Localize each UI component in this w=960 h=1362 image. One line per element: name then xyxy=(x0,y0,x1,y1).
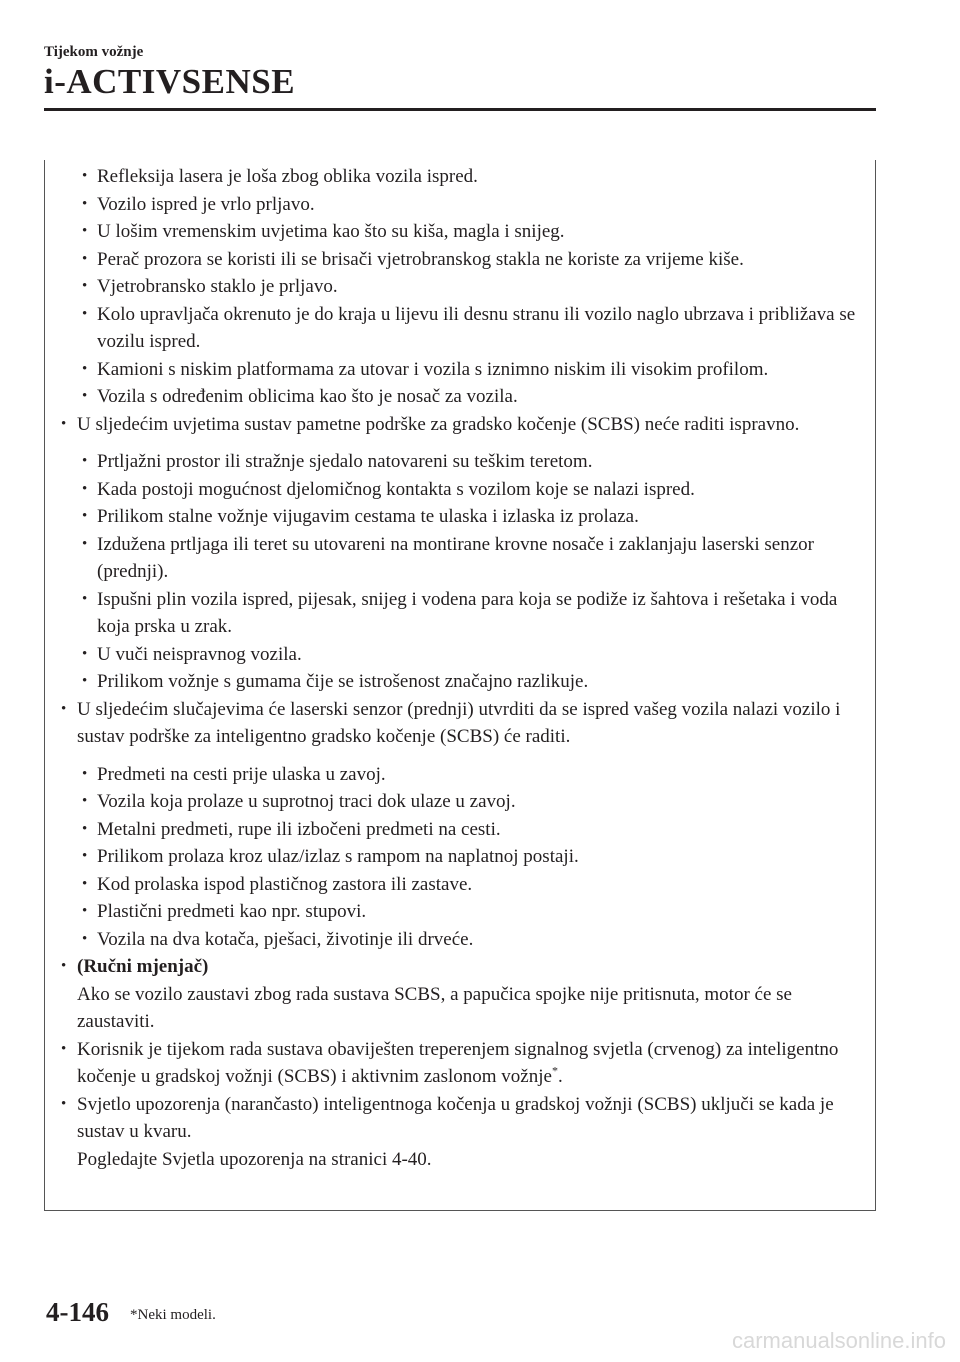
sub-bullet-item xyxy=(60,163,868,191)
content-body xyxy=(60,163,868,1173)
bullet-text: Izdužena prtljaga ili teret su utovareni na montirane krovne nosače i zaklanjaju laserski senzor (prednji). xyxy=(97,533,814,582)
bullet-text: Vozila koja prolaze u suprotnoj traci dok ulaze u zavoj. xyxy=(97,791,516,812)
bullet-text: U lošim vremenskim uvjetima kao što su kiša, magla i snijeg. xyxy=(97,221,565,242)
bullet-icon: • xyxy=(82,535,88,552)
bullet-icon: • xyxy=(82,305,88,322)
bullet-item xyxy=(60,411,868,439)
sub-bullet-item xyxy=(60,218,868,246)
list-group-1 xyxy=(60,163,868,411)
bullet-icon: • xyxy=(82,903,88,919)
sub-bullet-item xyxy=(60,871,868,899)
page-number: 4-146 xyxy=(46,1297,109,1327)
bullet-icon: • xyxy=(82,195,88,212)
bullet-item xyxy=(60,1091,868,1174)
bullet-icon: • xyxy=(82,508,88,524)
bullet-text: Kada postoji mogućnost djelomičnog kontakta s vozilom koje se nalazi ispred. xyxy=(97,478,695,500)
sub-bullet-item xyxy=(60,356,868,384)
bullet-text: Vozila s određenim oblicima kao što je nosač za vozila. xyxy=(97,386,518,407)
manual-text: Ako se vozilo zaustavi zbog rada sustava SCBS, a papučica spojke nije pritisnuta, motor će se zaustaviti. xyxy=(77,983,792,1032)
bullet-text: U sljedećim slučajevima će laserski senzor (prednji) utvrditi da se ispred vašeg vozila nalazi vozilo i sustav podrške za inteligentno gradsko kočenje (SCBS) će raditi. xyxy=(77,698,841,747)
bullet-text: Perač prozora se koristi ili se brisači vjetrobranskog stakla ne koriste za vrijeme kiše. xyxy=(97,248,744,270)
sub-bullet-item xyxy=(60,476,868,504)
notify-end: . xyxy=(557,1066,563,1087)
sub-bullet-item xyxy=(60,843,868,871)
bullet-text: Prtljažni prostor ili stražnje sjedalo natovareni su teškim teretom. xyxy=(97,451,593,472)
list-group-2 xyxy=(60,448,868,696)
sub-bullet-item xyxy=(60,668,868,696)
bullet-icon: • xyxy=(61,415,67,432)
sub-bullet-item xyxy=(60,246,868,274)
notify-text: Korisnik je tijekom rada sustava obaviješten treperenjem signalnog svjetla (crvenog) za inteligentno kočenje u gradskoj vožnji (SCBS) i aktivnim zaslonom vožnje xyxy=(77,1038,839,1087)
bullet-icon: • xyxy=(82,480,88,497)
bullet-text: Kamioni s niskim platformama za utovar i vozila s iznimno niskim ili visokim profilom. xyxy=(97,358,769,380)
bullet-icon: • xyxy=(82,793,88,809)
sub-bullet-item xyxy=(60,301,868,356)
bullet-text: Vozila na dva kotača, pješaci, životinje ili drveće. xyxy=(97,928,474,950)
bullet-text: Metalni predmeti, rupe ili izbočeni predmeti na cesti. xyxy=(97,818,501,840)
title-rule xyxy=(44,108,876,111)
sub-bullet-item xyxy=(60,761,868,789)
sub-bullet-item xyxy=(60,448,868,476)
bullet-text: Kolo upravljača okrenuto je do kraja u lijevu ili desnu stranu ili vozilo naglo ubrzava i približava se vozilu ispred. xyxy=(97,303,856,352)
bullet-icon: • xyxy=(82,673,88,689)
page-title: i-ACTIVSENSE xyxy=(44,62,296,101)
manual-heading: (Ručni mjenjač) xyxy=(77,956,209,977)
sub-bullet-item xyxy=(60,926,868,954)
bullet-item xyxy=(60,953,868,1036)
bullet-text: Prilikom prolaza kroz ulaz/izlaz s rampom na naplatnoj postaji. xyxy=(97,846,579,867)
bullet-icon: • xyxy=(82,168,88,184)
bullet-text: Prilikom vožnje s gumama čije se istrošenost značajno razlikuje. xyxy=(97,671,589,692)
bullet-icon: • xyxy=(82,590,88,607)
section-label: Tijekom vožnje xyxy=(44,44,144,60)
bullet-icon: • xyxy=(82,453,88,469)
bullet-text: Kod prolaska ispod plastičnog zastora ili zastave. xyxy=(97,873,473,895)
bullet-icon: • xyxy=(61,958,67,974)
footnote-mark: * xyxy=(551,1063,558,1078)
sub-bullet-item xyxy=(60,531,868,586)
warning-text: Svjetlo upozorenja (narančasto) inteligentnoga kočenja u gradskoj vožnji (SCBS) uključi se kada je sustav u kvaru. xyxy=(77,1093,834,1142)
bullet-text: Ispušni plin vozila ispred, pijesak, snijeg i vodena para koja se podiže iz šahtova i rešetaka i voda koja prska u zrak. xyxy=(97,588,838,637)
sub-bullet-item xyxy=(60,383,868,411)
bullet-icon: • xyxy=(82,388,88,404)
bullet-text: Refleksija lasera je loša zbog oblika vozila ispred. xyxy=(97,166,478,187)
bullet-icon: • xyxy=(82,360,88,377)
sub-bullet-item xyxy=(60,273,868,301)
bullet-text: U vuči neispravnog vozila. xyxy=(97,643,302,665)
bullet-text: Prilikom stalne vožnje vijugavim cestama te ulaska i izlaska iz prolaza. xyxy=(97,506,639,527)
reference-link: Pogledajte Svjetla upozorenja na stranici 4-40. xyxy=(77,1148,432,1170)
bullet-icon: • xyxy=(82,765,88,782)
sub-bullet-item xyxy=(60,816,868,844)
sub-bullet-item xyxy=(60,641,868,669)
list-group-3 xyxy=(60,761,868,954)
sub-bullet-item xyxy=(60,788,868,816)
bullet-icon: • xyxy=(82,848,88,864)
bullet-icon: • xyxy=(82,645,88,662)
bullet-item xyxy=(60,696,868,751)
bullet-icon: • xyxy=(82,875,88,892)
bullet-icon: • xyxy=(82,223,88,239)
bullet-icon: • xyxy=(82,820,88,837)
sub-bullet-item xyxy=(60,586,868,641)
sub-bullet-item xyxy=(60,503,868,531)
bullet-text: Predmeti na cesti prije ulaska u zavoj. xyxy=(97,763,386,785)
bullet-icon: • xyxy=(82,250,88,267)
bullet-icon: • xyxy=(61,1040,67,1057)
sub-bullet-item xyxy=(60,191,868,219)
bullet-icon: • xyxy=(61,1095,67,1112)
bullet-text: Vjetrobransko staklo je prljavo. xyxy=(97,276,338,297)
bullet-icon: • xyxy=(61,700,67,717)
sub-bullet-item xyxy=(60,898,868,926)
bullet-icon: • xyxy=(82,278,88,294)
bullet-text: Vozilo ispred je vrlo prljavo. xyxy=(97,193,315,215)
footnote: *Neki modeli. xyxy=(130,1307,216,1323)
bullet-icon: • xyxy=(82,930,88,947)
bullet-text: Plastični predmeti kao npr. stupovi. xyxy=(97,901,367,922)
bullet-text: U sljedećim uvjetima sustav pametne podrške za gradsko kočenje (SCBS) neće raditi ispravno. xyxy=(77,413,800,435)
bullet-item xyxy=(60,1036,868,1091)
watermark: carmanualsonline.info xyxy=(731,1328,946,1353)
